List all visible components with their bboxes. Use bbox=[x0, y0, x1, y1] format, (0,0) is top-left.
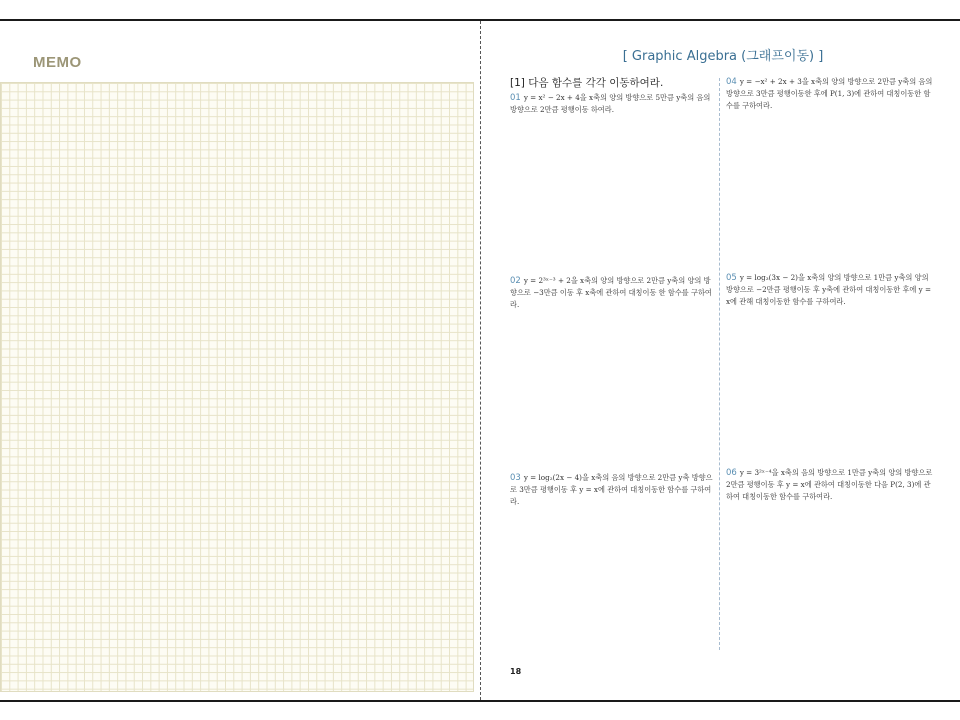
problem-number: 04 bbox=[726, 77, 737, 87]
problem-text: y = log₂(2x − 4)을 x축의 음의 방향으로 2만큼 y축 방향으로 3만큼 평행이동 후 y = x에 관하여 대칭이동한 함수를 구하여라. bbox=[510, 473, 713, 506]
column-divider bbox=[719, 78, 720, 650]
problem-text: y = 2³ˣ⁻³ + 2을 x축의 양의 방향으로 2만큼 y축의 양의 방향으로 −3만큼 이동 후 x축에 관하여 대칭이동 한 함수를 구하여라. bbox=[510, 276, 712, 309]
problem-04 bbox=[726, 76, 934, 112]
problem-text: y = −x² + 2x + 3을 x축의 양의 방향으로 2만큼 y축의 음의 방향으로 3만큼 평행이동한 후에 P(1, 3)에 관하여 대칭이동한 함수를 구하여라. bbox=[726, 77, 933, 110]
page-number: 18 bbox=[510, 667, 522, 676]
problem-06 bbox=[726, 467, 934, 503]
memo-grid bbox=[0, 82, 474, 692]
page-title: [ Graphic Algebra (그래프이동) ] bbox=[622, 49, 824, 64]
memo-title: MEMO bbox=[33, 54, 82, 71]
bottom-rule bbox=[0, 700, 960, 702]
problem-number: 05 bbox=[726, 273, 737, 283]
problem-number: 02 bbox=[510, 276, 521, 286]
problem-01 bbox=[510, 92, 715, 116]
problem-text: y = x² − 2x + 4을 x축의 양의 방향으로 5만큼 y축의 음의 방향으로 2만큼 평행이동 하여라. bbox=[510, 93, 711, 114]
section-heading: [1] 다음 함수를 각각 이동하여라. bbox=[510, 77, 664, 89]
problem-number: 06 bbox=[726, 468, 737, 478]
problem-05 bbox=[726, 272, 934, 308]
page-spine-divider bbox=[480, 21, 481, 700]
problem-03 bbox=[510, 472, 715, 508]
problem-text: y = log₃(3x − 2)을 x축의 양의 방향으로 1만큼 y축의 양의 방향으로 −2만큼 평행이동 후 y축에 관하여 대칭이동한 후에 y = x에 관해 대칭이동한 함수를 구하여라. bbox=[726, 273, 931, 306]
problem-number: 03 bbox=[510, 473, 521, 483]
problem-text: y = 3²ˣ⁻⁴을 x축의 음의 방향으로 1만큼 y축의 양의 방향으로 2만큼 평행이동 후 y = x에 관하여 대칭이동한 다음 P(2, 3)에 관하여 대칭이동한 함수를 구하여라. bbox=[726, 468, 933, 501]
problem-02 bbox=[510, 275, 715, 311]
problem-number: 01 bbox=[510, 93, 521, 103]
